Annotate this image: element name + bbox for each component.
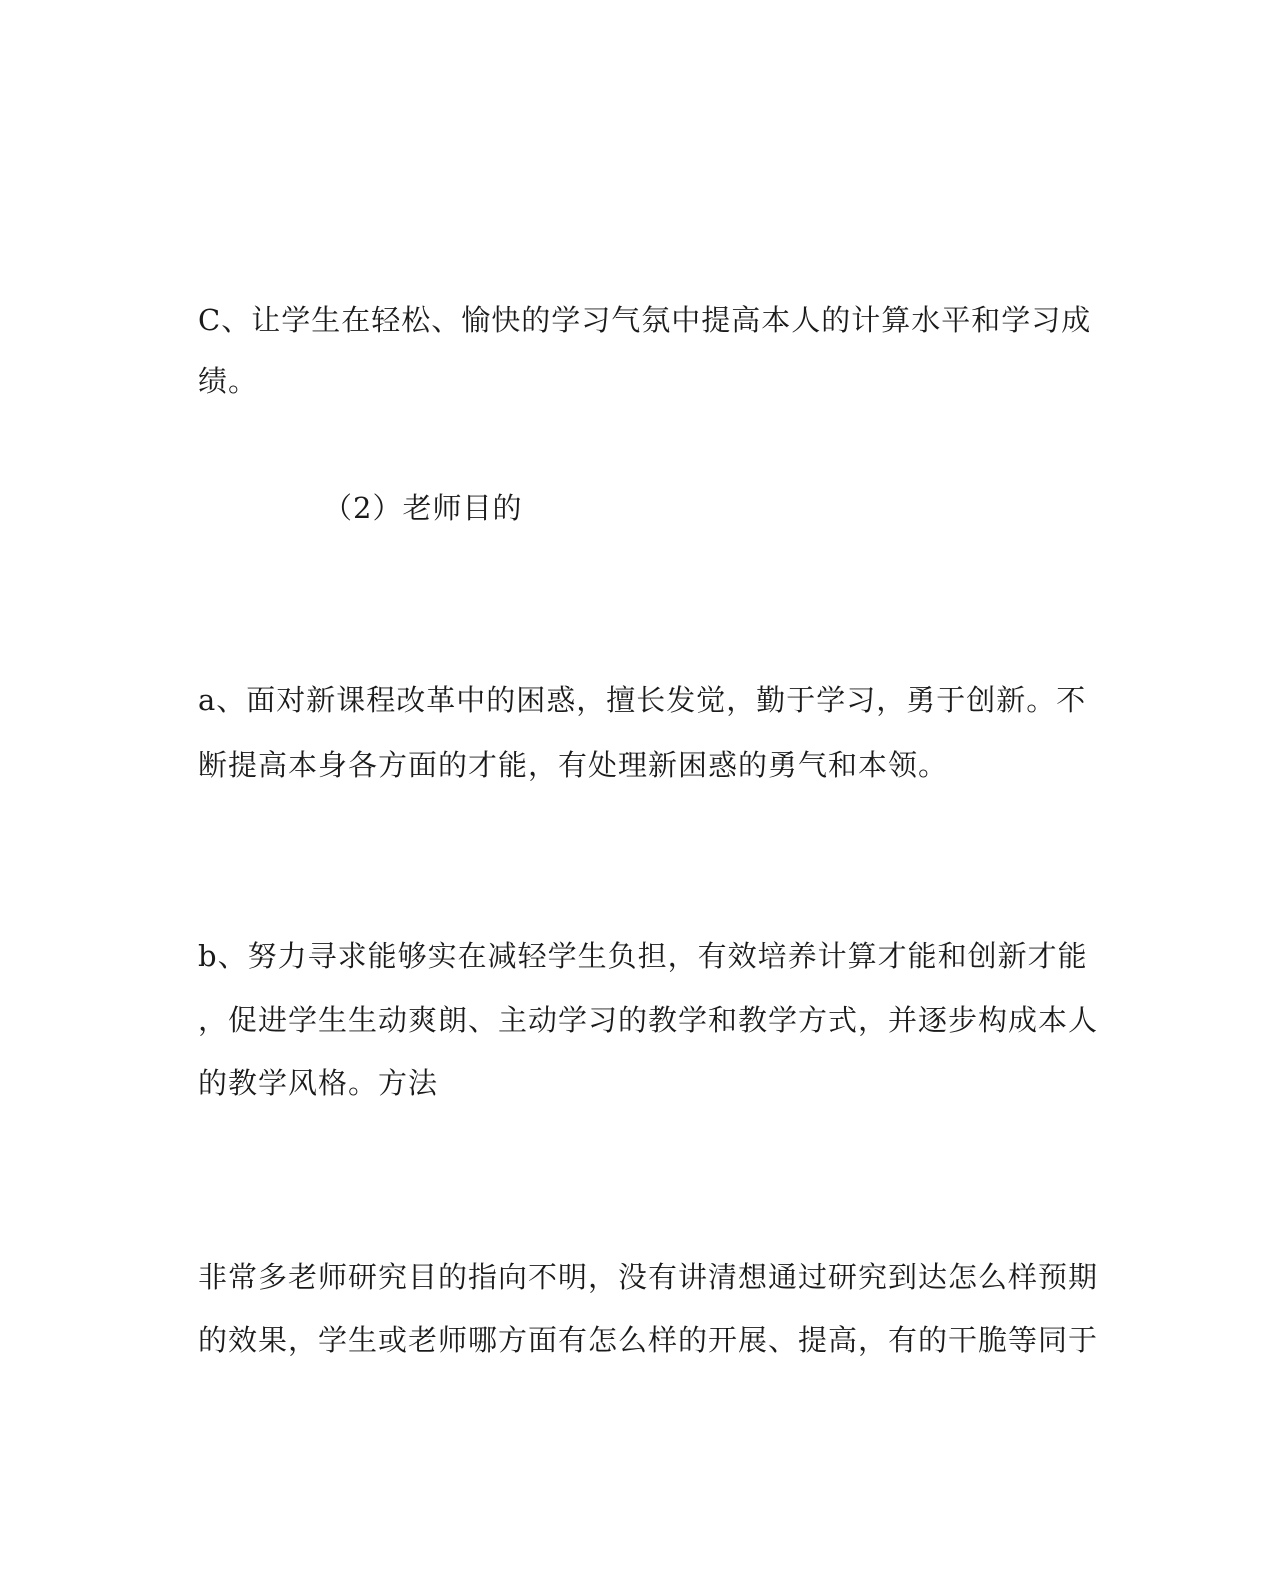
paragraph-d-line-1: 非常多老师研究目的指向不明，没有讲清想通过研究到达怎么样预期 xyxy=(198,1260,1099,1294)
paragraph-b-line-3: 的教学风格。方法 xyxy=(198,1066,439,1100)
paragraph-a-line-2: 断提高本身各方面的才能，有处理新困惑的勇气和本领。 xyxy=(198,748,949,782)
paragraph-a-line-1: a、面对新课程改革中的困惑，擅长发觉，勤于学习，勇于创新。不 xyxy=(198,683,1087,717)
paragraph-d-line-2: 的效果，学生或老师哪方面有怎么样的开展、提高，有的干脆等同于 xyxy=(198,1323,1099,1357)
paragraph-b-line-2: ，促进学生生动爽朗、主动学习的教学和教学方式，并逐步构成本人 xyxy=(198,1003,1099,1037)
paragraph-c-line-1: C、让学生在轻松、愉快的学习气氛中提高本人的计算水平和学习成 xyxy=(198,303,1092,337)
paragraph-b-line-1: b、努力寻求能够实在减轻学生负担，有效培养计算才能和创新才能 xyxy=(198,939,1088,973)
paragraph-c-line-2: 绩。 xyxy=(198,364,259,398)
section-heading: （2）老师目的 xyxy=(323,491,523,525)
